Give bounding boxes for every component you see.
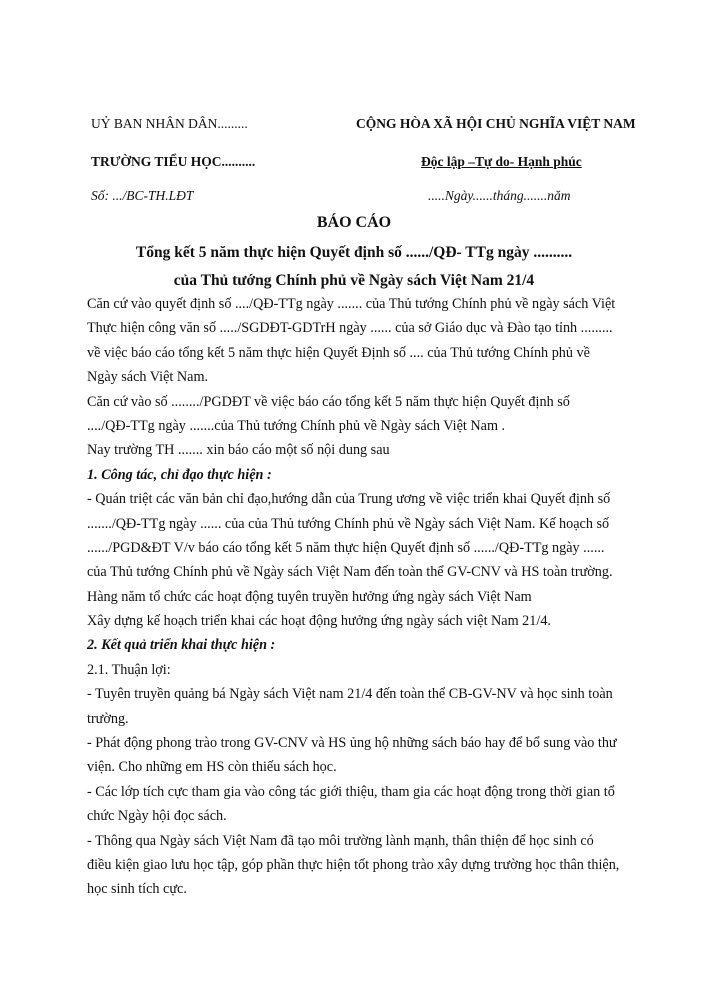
body-line: về việc báo cáo tổng kết 5 năm thực hiện Quyết Định số .... của Thủ tướng Chính phủ về — [87, 344, 590, 361]
national-title: CỘNG HÒA XÃ HỘI CHỦ NGHĨA VIỆT NAM — [356, 116, 636, 131]
body-line: ..../QĐ-TTg ngày .......của Thủ tướng Chính phủ về Ngày sách Việt Nam . — [87, 417, 506, 434]
body-line: Căn cứ vào quyết định số ..../QĐ-TTg ngày ....... của Thủ tướng Chính phủ về ngày sách Việt — [87, 296, 616, 312]
document-subtitle-line1: Tổng kết 5 năm thực hiện Quyết định số ....../QĐ- TTg ngày .......... — [135, 244, 573, 261]
national-motto: Độc lập –Tự do- Hạnh phúc — [421, 154, 582, 169]
document-number: Số: .../BC-TH.LĐT — [91, 188, 194, 203]
body-line: - Các lớp tích cực tham gia vào công tác giới thiệu, tham gia các hoạt động trong thời gian tổ — [87, 783, 615, 800]
section-heading-2: 2. Kết quả triển khai thực hiện : — [87, 637, 276, 654]
body-line: - Tuyên truyền quảng bá Ngày sách Việt nam 21/4 đến toàn thể CB-GV-NV và học sinh toàn — [87, 686, 613, 703]
subsection-heading: 2.1. Thuận lợi: — [87, 661, 171, 678]
body-line: ......./QĐ-TTg ngày ...... của của Thủ tướng Chính phủ về Ngày sách Việt Nam. Kế hoạch số — [87, 515, 610, 532]
body-line: - Thông qua Ngày sách Việt Nam đã tạo môi trường lành mạnh, thân thiện để học sinh có — [87, 832, 594, 849]
document-subtitle-line2: của Thủ tướng Chính phủ về Ngày sách Việt Nam 21/4 — [173, 272, 535, 289]
issuing-authority: UỶ BAN NHÂN DÂN......... — [91, 116, 248, 131]
document-date: .....Ngày......tháng.......năm — [428, 188, 571, 203]
body-line: Thực hiện công văn số ...../SGDĐT-GDTrH ngày ...... của sở Giáo dục và Đào tạo tỉnh ......... — [87, 320, 613, 337]
body-line: Căn cứ vào số ......../PGDĐT về việc báo cáo tổng kết 5 năm thực hiện Quyết định số — [87, 393, 570, 410]
body-line: Nay trường TH ....... xin báo cáo một số nội dung sau — [87, 442, 390, 459]
body-line: điều kiện giao lưu học tập, góp phần thực hiện tốt phong trào xây dựng trường học thân thiện, — [87, 856, 620, 873]
body-line: trường. — [87, 710, 129, 727]
document-body — [87, 292, 647, 902]
body-line: Ngày sách Việt Nam. — [87, 369, 209, 386]
body-line: viện. Cho những em HS còn thiếu sách học. — [87, 759, 337, 776]
body-line: của Thủ tướng Chính phủ về Ngày sách Việt Nam đến toàn thể GV-CNV và HS toàn trường. — [87, 564, 613, 581]
body-line: chức Ngày hội đọc sách. — [87, 808, 227, 825]
body-line: - Phát động phong trào trong GV-CNV và HS ủng hộ những sách báo hay để bổ sung vào thư — [87, 735, 617, 752]
body-line: Hàng năm tổ chức các hoạt động tuyên truyền hưởng ứng ngày sách Việt Nam — [87, 588, 532, 605]
document-title: BÁO CÁO — [316, 214, 392, 231]
body-line: - Quán triệt các văn bản chỉ đạo,hướng dẫn của Trung ương về việc triển khai Quyết định số — [87, 491, 611, 508]
section-heading-1: 1. Công tác, chỉ đạo thực hiện : — [87, 466, 272, 483]
school-name: TRƯỜNG TIỂU HỌC.......... — [91, 154, 256, 169]
body-line: học sinh tích cực. — [87, 881, 187, 898]
body-line: ....../PGD&ĐT V/v báo cáo tổng kết 5 năm thực hiện Quyết định số ....../QĐ-TTg ngày ...... — [87, 539, 605, 556]
body-line: Xây dựng kế hoạch triển khai các hoạt động hưởng ứng ngày sách việt Nam 21/4. — [87, 613, 551, 630]
